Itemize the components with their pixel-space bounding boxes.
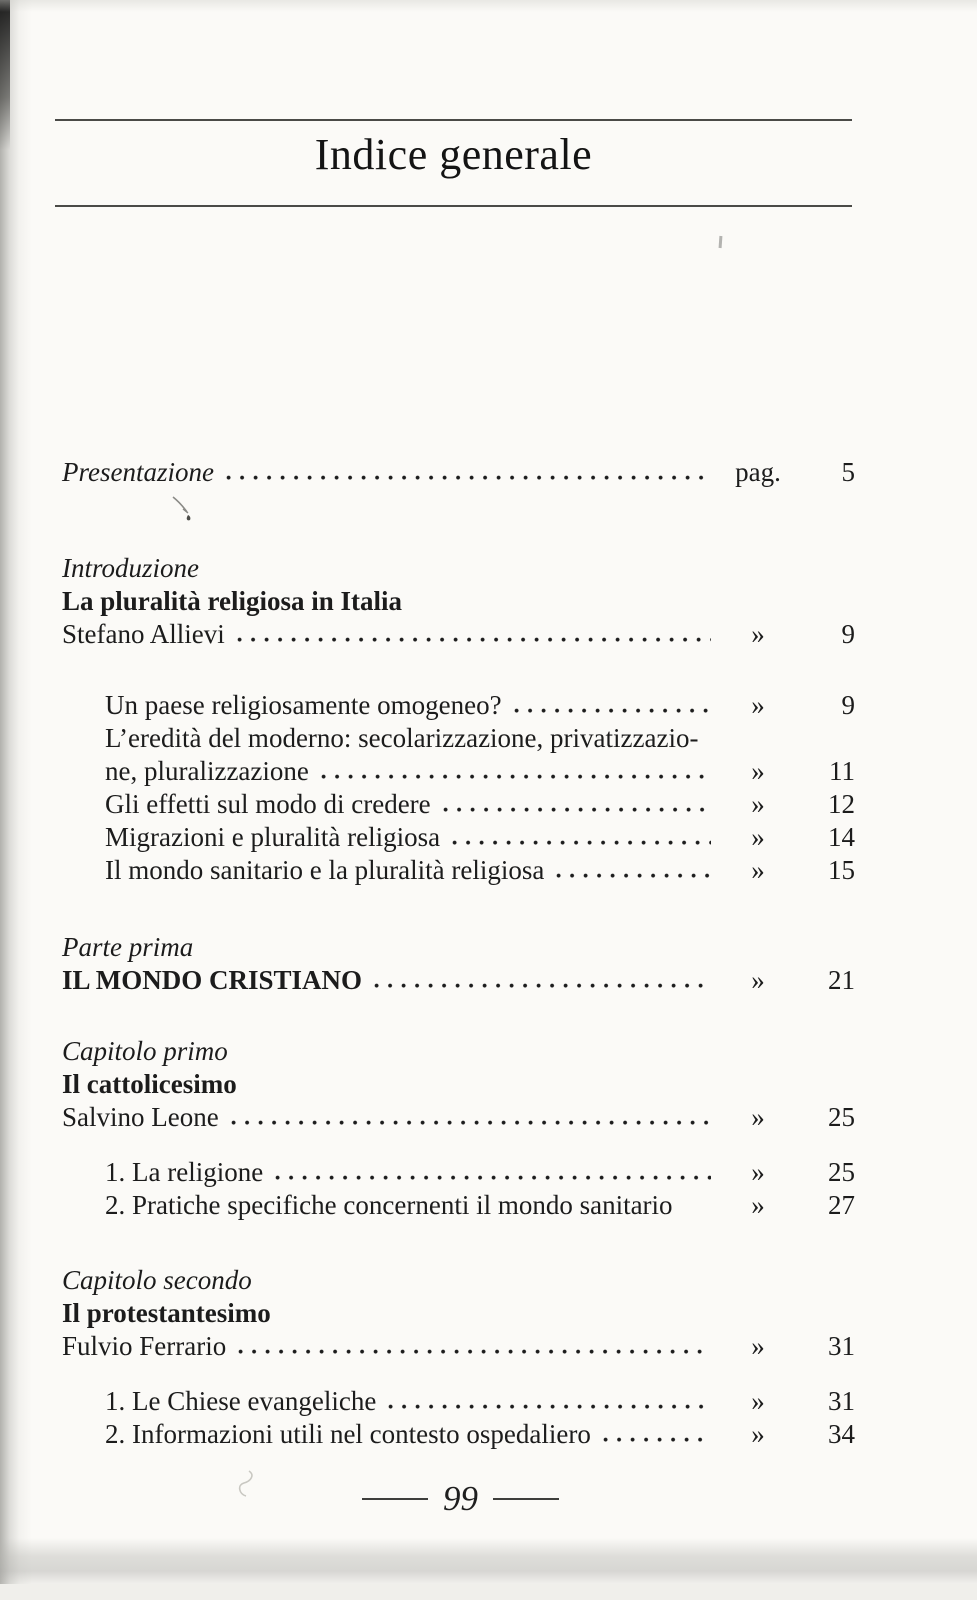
entry-text: Un paese religiosamente omogeneo? bbox=[105, 690, 502, 720]
toc bbox=[62, 456, 855, 1451]
entry-text: 2. Informazioni utili nel contesto ospedaliero bbox=[105, 1419, 591, 1449]
page-ref-label: » bbox=[751, 1157, 765, 1187]
toc-section bbox=[62, 689, 855, 887]
dot-leader bbox=[226, 475, 711, 481]
toc-heading bbox=[62, 1068, 855, 1101]
page-number: 5 bbox=[841, 457, 855, 487]
toc-entry bbox=[62, 1101, 855, 1134]
entry-text: L’eredità del moderno: secolarizzazione, privatizzazio- bbox=[105, 723, 699, 753]
scan-edge-bottom bbox=[0, 1538, 977, 1584]
page-ref-label: » bbox=[751, 789, 765, 819]
page-number: 9 bbox=[841, 690, 855, 720]
toc-heading bbox=[62, 1297, 855, 1330]
dot-leader bbox=[443, 807, 711, 813]
dot-leader bbox=[556, 873, 711, 879]
page-number: 14 bbox=[828, 822, 855, 852]
toc-section bbox=[62, 1156, 855, 1222]
page-ref-label: » bbox=[751, 756, 765, 786]
page-footer bbox=[0, 1480, 949, 1518]
toc-entry bbox=[105, 1189, 855, 1222]
entry-text: Parte prima bbox=[62, 932, 194, 962]
dot-leader bbox=[603, 1437, 711, 1443]
toc-entry bbox=[105, 689, 855, 722]
toc-entry bbox=[105, 755, 855, 788]
scan-edge-top bbox=[0, 0, 977, 12]
toc-section bbox=[62, 931, 855, 997]
dot-leader bbox=[238, 1349, 711, 1355]
page-ref-label: » bbox=[751, 690, 765, 720]
toc-entry bbox=[62, 964, 855, 997]
page-ref-label: » bbox=[751, 855, 765, 885]
header-rule-bottom bbox=[55, 205, 852, 207]
toc-entry bbox=[62, 1330, 855, 1363]
page-number: 31 bbox=[828, 1331, 855, 1361]
entry-text: 2. Pratiche specifiche concernenti il mondo sanitario bbox=[105, 1190, 673, 1220]
toc-entry bbox=[62, 618, 855, 651]
page-number: 15 bbox=[828, 855, 855, 885]
entry-text: Presentazione bbox=[62, 457, 214, 487]
page-number: 11 bbox=[829, 756, 855, 786]
dot-leader bbox=[237, 637, 711, 643]
page-ref-label: pag. bbox=[735, 457, 781, 487]
entry-text: ne, pluralizzazione bbox=[105, 756, 309, 786]
page-number: 12 bbox=[828, 789, 855, 819]
entry-text: Il protestantesimo bbox=[62, 1298, 271, 1328]
footer-rule-right bbox=[493, 1498, 559, 1500]
entry-text: IL MONDO CRISTIANO bbox=[62, 965, 363, 995]
page-number: 21 bbox=[828, 965, 855, 995]
spine-shadow-dark bbox=[0, 0, 10, 150]
toc-heading bbox=[62, 1264, 855, 1297]
toc-entry bbox=[105, 788, 855, 821]
entry-text: Introduzione bbox=[62, 553, 199, 583]
page-number: 25 bbox=[828, 1157, 855, 1187]
toc-section bbox=[62, 1264, 855, 1363]
page-ref-label: » bbox=[751, 1419, 765, 1449]
dot-leader bbox=[231, 1120, 711, 1126]
dot-leader bbox=[388, 1404, 711, 1410]
toc-heading bbox=[62, 585, 855, 618]
scan-speck bbox=[719, 236, 723, 248]
toc-entry bbox=[105, 1385, 855, 1418]
entry-text: Il mondo sanitario e la pluralità religiosa bbox=[105, 855, 545, 885]
dot-leader bbox=[452, 840, 711, 846]
page-ref-label: » bbox=[751, 1331, 765, 1361]
entry-text: Stefano Allievi bbox=[62, 619, 225, 649]
entry-text: Migrazioni e pluralità religiosa bbox=[105, 822, 441, 852]
page-ref-label: » bbox=[751, 619, 765, 649]
dot-leader bbox=[685, 1208, 711, 1214]
toc-section bbox=[62, 456, 855, 489]
page-number: 27 bbox=[828, 1190, 855, 1220]
page-number: 34 bbox=[828, 1419, 855, 1449]
folio-page-number: 99 bbox=[443, 1479, 478, 1518]
entry-text: Salvino Leone bbox=[62, 1102, 219, 1132]
dot-leader bbox=[275, 1175, 711, 1181]
entry-text: Fulvio Ferrario bbox=[62, 1331, 227, 1361]
page-ref-label: » bbox=[751, 965, 765, 995]
toc-entry bbox=[105, 1156, 855, 1189]
dot-leader bbox=[321, 774, 711, 780]
toc-entry bbox=[105, 1418, 855, 1451]
toc-entry bbox=[105, 854, 855, 887]
page-title: Indice generale bbox=[314, 130, 593, 179]
page-ref-label: » bbox=[751, 1102, 765, 1132]
toc-section bbox=[62, 1035, 855, 1134]
header-rule-top bbox=[55, 119, 852, 121]
spine-shadow bbox=[0, 0, 32, 1600]
entry-text: Il cattolicesimo bbox=[62, 1069, 237, 1099]
entry-text: Capitolo primo bbox=[62, 1036, 228, 1066]
entry-text: 1. La religione bbox=[105, 1157, 264, 1187]
footer-rule-left bbox=[362, 1498, 428, 1500]
page-ref-label: » bbox=[751, 1386, 765, 1416]
page-ref-label: » bbox=[751, 822, 765, 852]
toc-heading bbox=[62, 1035, 855, 1068]
dot-leader bbox=[514, 708, 711, 714]
toc-entry bbox=[62, 456, 855, 489]
toc-heading bbox=[62, 931, 855, 964]
toc-entry bbox=[105, 821, 855, 854]
dot-leader bbox=[374, 983, 711, 989]
toc-text-line bbox=[105, 722, 855, 755]
entry-text: 1. Le Chiese evangeliche bbox=[105, 1386, 377, 1416]
toc-heading bbox=[62, 552, 855, 585]
toc-section bbox=[62, 1385, 855, 1451]
page-number: 25 bbox=[828, 1102, 855, 1132]
scan-edge-bottom-light bbox=[0, 1584, 977, 1600]
page-number: 9 bbox=[841, 619, 855, 649]
toc-section bbox=[62, 552, 855, 651]
entry-text: La pluralità religiosa in Italia bbox=[62, 586, 403, 616]
entry-text: Capitolo secondo bbox=[62, 1265, 252, 1295]
page-ref-label: » bbox=[751, 1190, 765, 1220]
entry-text: Gli effetti sul modo di credere bbox=[105, 789, 431, 819]
page-number: 31 bbox=[828, 1386, 855, 1416]
